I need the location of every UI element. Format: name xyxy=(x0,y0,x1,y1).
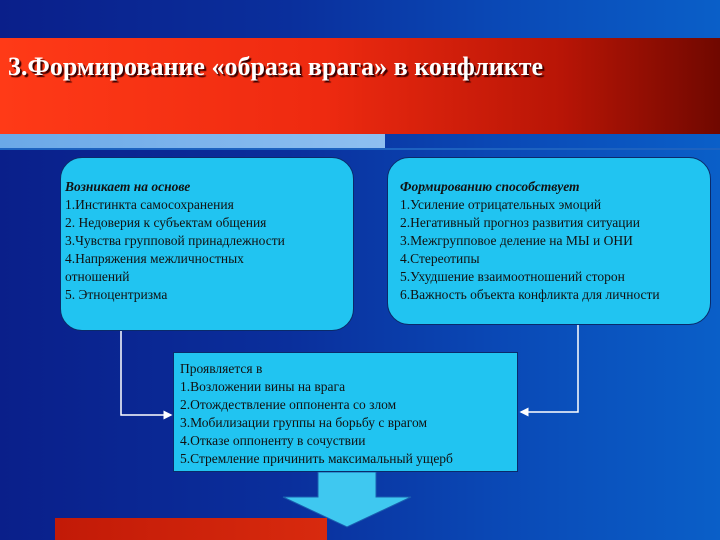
cause-box xyxy=(60,157,354,331)
manifestation-item: 3.Мобилизации группы на борьбу с врагом xyxy=(180,415,428,430)
bottom-accent-bar xyxy=(55,518,327,540)
manifestation-item: 5.Стремление причинить максимальный ущерб xyxy=(180,451,453,466)
factor-item: 3.Межгрупповое деление на МЫ и ОНИ xyxy=(400,233,633,248)
factors-box-header: Формированию способствует xyxy=(400,179,580,194)
cause-box-header: Возникает на основе xyxy=(65,179,191,194)
cause-item: 4.Напряжения межличностных xyxy=(65,251,244,266)
cause-item: 5. Этноцентризма xyxy=(65,287,168,302)
cause-item: 3.Чувства групповой принадлежности xyxy=(65,233,285,248)
manifestation-item: 4.Отказе оппоненту в сочуствии xyxy=(180,433,366,448)
factor-item: 1.Усиление отрицательных эмоций xyxy=(400,197,602,212)
factor-item: 5.Ухудшение взаимоотношений сторон xyxy=(400,269,625,284)
manifestation-item: 1.Возложении вины на врага xyxy=(180,379,346,394)
cause-item: 2. Недоверия к субъектам общения xyxy=(65,215,267,230)
factors-box xyxy=(387,157,711,325)
factor-item: 6.Важность объекта конфликта для личности xyxy=(400,287,660,302)
slide-title: 3.Формирование «образа врага» в конфликте xyxy=(8,52,544,81)
cause-item: 1.Инстинкта самосохранения xyxy=(65,197,234,212)
factor-item: 2.Негативный прогноз развития ситуации xyxy=(400,215,640,230)
manifestation-box-header: Проявляется в xyxy=(180,361,263,376)
cause-item: отношений xyxy=(65,269,130,284)
manifestation-item: 2.Отождествление оппонента со злом xyxy=(180,397,397,412)
manifestation-box xyxy=(173,352,518,472)
factor-item: 4.Стереотипы xyxy=(400,251,480,266)
left-connector xyxy=(121,331,171,415)
right-connector xyxy=(521,325,578,412)
